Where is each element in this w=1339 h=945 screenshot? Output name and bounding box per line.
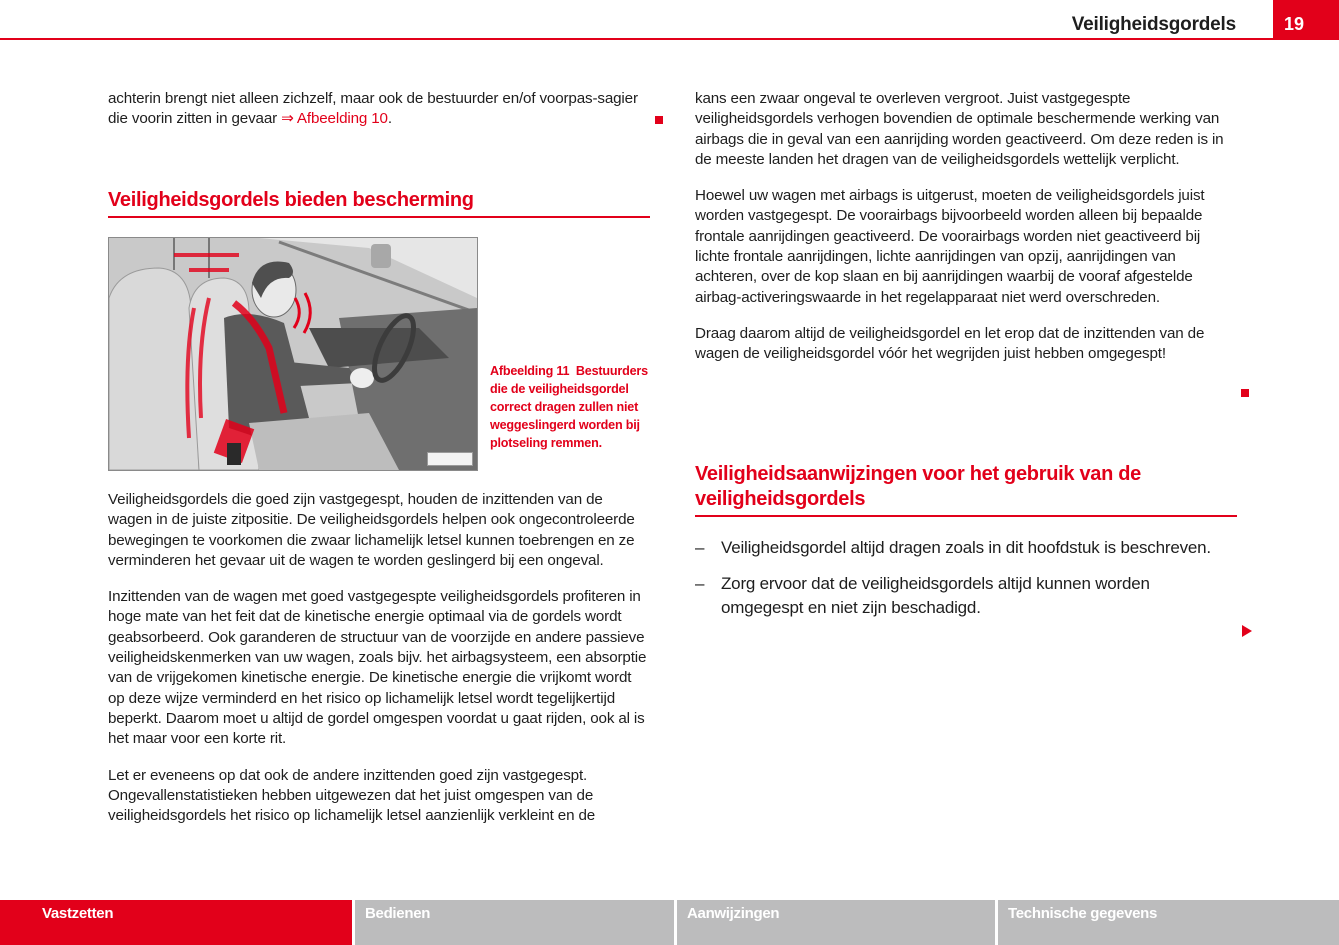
intro-period: . — [387, 110, 392, 128]
body-paragraph: Let er eveneens op dat ook de andere inzittenden goed zijn vastgegespt. Ongevallenstatistieken hebben uitgewezen dat het juist omgespen van de veiligheidsgordels het risico op lichamelijk letsel aanzienlijk verkleint en de — [108, 766, 596, 825]
safety-instructions-list — [695, 536, 1215, 632]
body-paragraph: kans een zwaar ongeval te overleven vergroot. Juist vastgegespte veiligheidsgordels verhogen bovendien de optimale beschermende werking van airbags die in geval van een aanrijding worden geactiveerd. Om deze reden is in de meeste landen het dragen van de veiligheidsgordels wettelijk verplicht. — [695, 90, 1224, 168]
dash-bullet: – — [695, 538, 705, 557]
caption-label: Afbeelding 11 — [490, 364, 570, 378]
section-heading: Veiligheidsgordels bieden bescherming — [108, 188, 650, 218]
header-rule — [0, 38, 1339, 40]
page-number: 19 — [1273, 0, 1339, 40]
tab-vastzetten[interactable]: Vastzetten — [0, 900, 352, 945]
list-item — [695, 536, 1215, 560]
section-2 — [695, 462, 1237, 517]
figure-10-link[interactable]: ⇒ Afbeelding 10 — [281, 110, 388, 128]
intro-block — [108, 89, 653, 130]
chapter-tabs — [0, 900, 1339, 945]
figure-11-image — [108, 237, 478, 471]
figure-caption — [490, 362, 660, 452]
intro-text: achterin brengt niet alleen zichzelf, maar ook de bestuurder en/of voorpas-sagier die voorin zitten in gevaar — [108, 90, 638, 128]
tab-technische-gegevens[interactable]: Technische gegevens — [998, 900, 1339, 945]
section-heading: Veiligheidsaanwijzingen voor het gebruik van de veiligheidsgordels — [695, 462, 1237, 517]
end-of-section-icon — [1241, 389, 1249, 397]
right-body — [695, 89, 1233, 365]
list-item-text: Zorg ervoor dat de veiligheidsgordels altijd kunnen worden omgegespt en niet zijn beschadigd. — [721, 574, 1150, 617]
body-paragraph: Veiligheidsgordels die goed zijn vastgegespt, houden de inzittenden van de wagen in de juiste zitpositie. De veiligheidsgordels helpen ook ongecontroleerde bewegingen te voorkomen die zwaar lichamelijk letsel kunnen toebrengen en ze verminderen het gevaar uit de wagen te worden geslingerd bij een ongeval. — [108, 491, 635, 569]
tab-bedienen[interactable]: Bedienen — [355, 900, 674, 945]
caption-text: Bestuurders die de veiligheidsgordel correct dragen zullen niet weggeslingerd worden bij plotseling remmen. — [490, 364, 648, 450]
body-paragraph: Hoewel uw wagen met airbags is uitgerust, moeten de veiligheidsgordels juist worden vastgegespt. De voorairbags bijvoorbeeld worden alleen bij bepaalde frontale aanrijdingen geactiveerd. De voorairbags worden niet geactiveerd bij lichte frontale aanrijdingen, lichte aanrijdingen van opzij, aanrijdingen van achteren, over de kop slaan en bij aanrijdingen waarbij de vooraf afgestelde airbag-activeringswaarde in het regelapparaat niet werd overschreden. — [695, 187, 1205, 306]
body-paragraph: Inzittenden van de wagen met goed vastgegespte veiligheidsgordels profiteren in hoge mate van het feit dat de kinetische energie optimaal via de gordels wordt geabsorbeerd. Ook garanderen de structuur van de voorzijde en andere passieve veiligheidskenmerken van uw wagen, zoals bijv. het airbagsysteem, een absorptie van de vrijgekomen kinetische energie. De kinetische energie die vrijkomt wordt op deze wijze verminderd en het risico op lichamelijk letsel wordt tegelijkertijd beperkt. Daarom moet u altijd de gordel omgespen voordat u gaat rijden, ook al is het maar voor een korte rit. — [108, 588, 647, 748]
figure-code-label — [427, 452, 473, 466]
list-item — [695, 572, 1215, 620]
chapter-title: Veiligheidsgordels — [1071, 14, 1236, 35]
end-of-section-icon — [655, 116, 663, 124]
tab-aanwijzingen[interactable]: Aanwijzingen — [677, 900, 995, 945]
section-1 — [108, 188, 650, 218]
left-body — [108, 490, 650, 826]
intro-paragraph — [108, 89, 653, 130]
driver-wearing-seatbelt-illustration-icon — [109, 238, 477, 470]
body-paragraph: Draag daarom altijd de veiligheidsgordel en let erop dat de inzittenden van de wagen de veiligheidsgordel vóór het wegrijden juist hebben omgegespt! — [695, 324, 1205, 363]
list-item-text: Veiligheidsgordel altijd dragen zoals in dit hoofdstuk is beschreven. — [721, 538, 1211, 557]
dash-bullet: – — [695, 574, 705, 593]
continued-arrow-icon — [1242, 625, 1252, 637]
